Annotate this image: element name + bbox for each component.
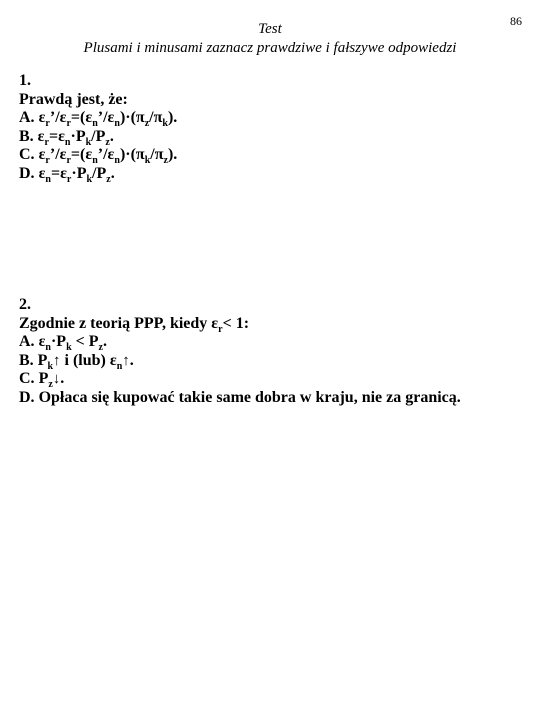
formula: $P_k↑$ i (lub) $\varepsilon_n↑$. — [37, 351, 134, 372]
answer-label: C. — [19, 146, 35, 164]
answer-a — [19, 109, 177, 128]
formula: $P_z↓$. — [38, 370, 65, 391]
answer-label: D. — [19, 164, 35, 182]
answer-b — [19, 128, 177, 147]
page-number: 86 — [510, 14, 522, 28]
answer-label: B. — [19, 127, 34, 145]
answer-label: B. — [19, 351, 34, 369]
answer-d — [19, 165, 177, 184]
question-number: 1. — [19, 72, 31, 89]
question-number: 2. — [19, 296, 31, 313]
answer-label: A. — [19, 109, 35, 127]
formula: $\varepsilon_r’/\varepsilon_r=(\varepsilon_n’/\varepsilon_n)\cdot(\pi_z/\pi_k)$. — [38, 109, 178, 130]
page-title: Test — [258, 21, 282, 37]
page-subtitle: Plusami i minusami zaznacz prawdziwe i fałszywe odpowiedzi — [83, 40, 457, 56]
formula: $\varepsilon_n=\varepsilon_r\cdot P_k/P_z$. — [38, 164, 115, 186]
answer-text: Opłaca się kupować takie same dobra w kraju, nie za granicą. — [38, 388, 461, 406]
answer-a — [19, 333, 461, 352]
arrow-up-icon: ↑ — [122, 352, 130, 369]
answer-label: D. — [19, 388, 35, 406]
answer-c — [19, 370, 461, 389]
answer-c — [19, 146, 177, 165]
answer-label: A. — [19, 333, 35, 351]
formula: $\varepsilon_r=\varepsilon_n\cdot P_k/P_z$. — [37, 127, 114, 148]
formula: $\varepsilon_r’/\varepsilon_r=(\varepsilon_n’/\varepsilon_n)\cdot(\pi_k/\pi_z)$. — [38, 146, 178, 167]
question-2 — [19, 296, 461, 408]
answer-label: C. — [19, 370, 35, 388]
answer-d — [19, 389, 461, 408]
answer-b — [19, 352, 461, 371]
question-1 — [19, 72, 177, 184]
arrow-down-icon: ↓ — [52, 371, 61, 388]
question-intro: Zgodnie z teorią PPP, kiedy $\varepsilon_r< 1$: — [19, 314, 250, 335]
question-intro: Prawdą jest, że: — [19, 90, 128, 108]
page-header — [0, 20, 540, 58]
arrow-up-icon: ↑ — [53, 352, 61, 369]
formula: $\varepsilon_n\cdot P_k < P_z$. — [38, 333, 107, 354]
